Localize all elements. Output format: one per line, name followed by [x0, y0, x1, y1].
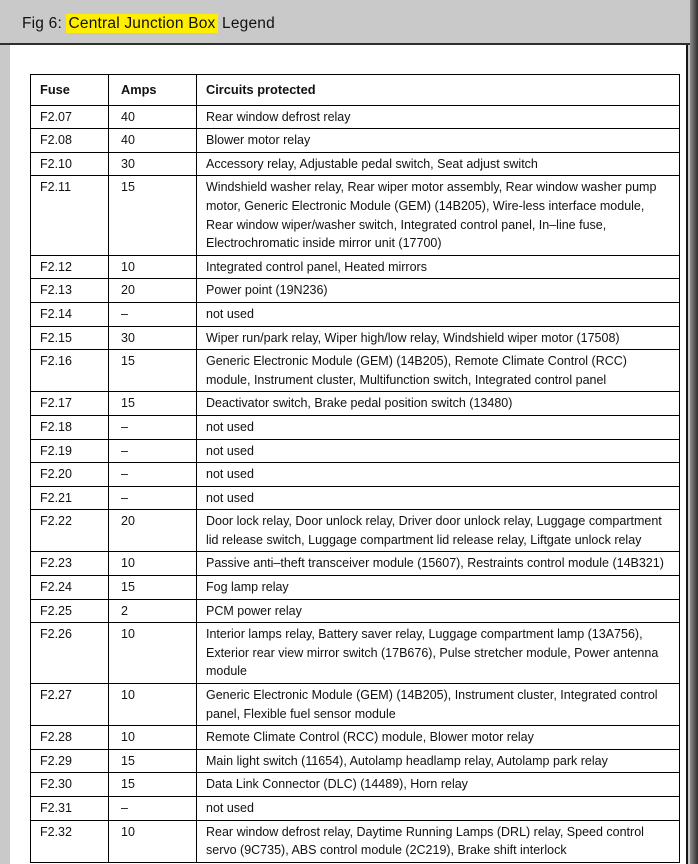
table-row — [31, 129, 680, 153]
fuse-cell: F2.32 — [31, 820, 109, 862]
circuits-cell: Blower motor relay — [197, 129, 680, 153]
circuits-cell: Accessory relay, Adjustable pedal switch, Seat adjust switch — [197, 152, 680, 176]
table-row — [31, 726, 680, 750]
table-row — [31, 415, 680, 439]
table-row — [31, 152, 680, 176]
table-row — [31, 623, 680, 684]
circuits-cell: Rear window defrost relay, Daytime Running Lamps (DRL) relay, Speed control servo (9C735), ABS control module (2C219), Brake shift interlock — [197, 820, 680, 862]
fuse-cell: F2.18 — [31, 415, 109, 439]
fuse-cell: F2.29 — [31, 749, 109, 773]
amps-cell: 10 — [109, 255, 197, 279]
column-header-circuits: Circuits protected — [197, 75, 680, 106]
table-row — [31, 326, 680, 350]
fuse-cell: F2.11 — [31, 176, 109, 255]
fuse-cell: F2.25 — [31, 599, 109, 623]
circuits-cell: Door lock relay, Door unlock relay, Driver door unlock relay, Luggage compartment lid release switch, Luggage compartment lid release relay, Liftgate unlock relay — [197, 510, 680, 552]
circuits-cell: Remote Climate Control (RCC) module, Blower motor relay — [197, 726, 680, 750]
amps-cell: 2 — [109, 599, 197, 623]
amps-cell: 10 — [109, 623, 197, 684]
amps-cell: – — [109, 463, 197, 487]
fuse-cell: F2.13 — [31, 279, 109, 303]
circuits-cell: Generic Electronic Module (GEM) (14B205), Instrument cluster, Integrated control panel, Flexible fuel sensor module — [197, 684, 680, 726]
column-header-amps: Amps — [109, 75, 197, 106]
fuse-cell: F2.16 — [31, 350, 109, 392]
figure-caption — [0, 0, 698, 45]
table-row — [31, 439, 680, 463]
amps-cell: 20 — [109, 510, 197, 552]
amps-cell: 10 — [109, 552, 197, 576]
amps-cell: – — [109, 797, 197, 821]
document-page — [10, 45, 688, 864]
table-row — [31, 486, 680, 510]
table-row — [31, 255, 680, 279]
table-row — [31, 463, 680, 487]
fuse-cell: F2.15 — [31, 326, 109, 350]
amps-cell: 10 — [109, 684, 197, 726]
circuits-cell: not used — [197, 302, 680, 326]
fuse-cell: F2.19 — [31, 439, 109, 463]
circuits-cell: Main light switch (11654), Autolamp headlamp relay, Autolamp park relay — [197, 749, 680, 773]
table-header-row — [31, 75, 680, 106]
column-header-fuse: Fuse — [31, 75, 109, 106]
amps-cell: 40 — [109, 105, 197, 129]
fuse-cell: F2.26 — [31, 623, 109, 684]
fuse-cell: F2.31 — [31, 797, 109, 821]
circuits-cell: PCM power relay — [197, 599, 680, 623]
amps-cell: 30 — [109, 152, 197, 176]
circuits-cell: Power point (19N236) — [197, 279, 680, 303]
circuits-cell: Interior lamps relay, Battery saver relay, Luggage compartment lamp (13A756), Exterior rear view mirror switch (17B676), Pulse stretcher module, Power antenna module — [197, 623, 680, 684]
circuits-cell: Fog lamp relay — [197, 576, 680, 600]
circuits-cell: Rear window defrost relay — [197, 105, 680, 129]
amps-cell: – — [109, 439, 197, 463]
fuse-table-body — [31, 105, 680, 862]
circuits-cell: Generic Electronic Module (GEM) (14B205), Remote Climate Control (RCC) module, Instrument cluster, Multifunction switch, Integrated control panel — [197, 350, 680, 392]
amps-cell: 15 — [109, 176, 197, 255]
amps-cell: 10 — [109, 726, 197, 750]
page-edge-shadow — [690, 0, 698, 864]
fuse-cell: F2.17 — [31, 392, 109, 416]
amps-cell: 15 — [109, 350, 197, 392]
amps-cell: 15 — [109, 576, 197, 600]
fuse-cell: F2.30 — [31, 773, 109, 797]
amps-cell: 15 — [109, 773, 197, 797]
circuits-cell: Data Link Connector (DLC) (14489), Horn relay — [197, 773, 680, 797]
table-row — [31, 552, 680, 576]
fuse-cell: F2.10 — [31, 152, 109, 176]
caption-prefix: Fig 6: — [22, 15, 67, 32]
amps-cell: – — [109, 302, 197, 326]
table-row — [31, 599, 680, 623]
fuse-cell: F2.12 — [31, 255, 109, 279]
fuse-cell: F2.28 — [31, 726, 109, 750]
amps-cell: – — [109, 415, 197, 439]
amps-cell: 10 — [109, 820, 197, 862]
circuits-cell: not used — [197, 486, 680, 510]
table-row — [31, 820, 680, 862]
table-row — [31, 392, 680, 416]
amps-cell: 15 — [109, 392, 197, 416]
caption-suffix: Legend — [217, 15, 275, 32]
circuits-cell: Passive anti–theft transceiver module (15607), Restraints control module (14B321) — [197, 552, 680, 576]
circuits-cell: not used — [197, 439, 680, 463]
circuits-cell: Integrated control panel, Heated mirrors — [197, 255, 680, 279]
table-row — [31, 302, 680, 326]
table-row — [31, 279, 680, 303]
circuits-cell: Deactivator switch, Brake pedal position switch (13480) — [197, 392, 680, 416]
fuse-cell: F2.07 — [31, 105, 109, 129]
circuits-cell: not used — [197, 463, 680, 487]
fuse-cell: F2.24 — [31, 576, 109, 600]
amps-cell: 20 — [109, 279, 197, 303]
fuse-cell: F2.27 — [31, 684, 109, 726]
table-row — [31, 510, 680, 552]
table-row — [31, 684, 680, 726]
amps-cell: – — [109, 486, 197, 510]
circuits-cell: Windshield washer relay, Rear wiper motor assembly, Rear window washer pump motor, Generic Electronic Module (GEM) (14B205), Wire-less interface module, Rear window wiper/washer switch, Integrated control panel, In–line fuse, Electrochromatic inside mirror unit (17700) — [197, 176, 680, 255]
amps-cell: 30 — [109, 326, 197, 350]
caption-highlight: Central Junction Box — [68, 15, 216, 32]
circuits-cell: not used — [197, 415, 680, 439]
table-row — [31, 176, 680, 255]
fuse-cell: F2.14 — [31, 302, 109, 326]
amps-cell: 15 — [109, 749, 197, 773]
fuse-cell: F2.22 — [31, 510, 109, 552]
fuse-cell: F2.21 — [31, 486, 109, 510]
fuse-cell: F2.20 — [31, 463, 109, 487]
table-row — [31, 105, 680, 129]
circuits-cell: Wiper run/park relay, Wiper high/low relay, Windshield wiper motor (17508) — [197, 326, 680, 350]
table-row — [31, 749, 680, 773]
table-row — [31, 773, 680, 797]
fuse-table — [30, 74, 680, 863]
table-row — [31, 350, 680, 392]
amps-cell: 40 — [109, 129, 197, 153]
fuse-cell: F2.23 — [31, 552, 109, 576]
table-row — [31, 797, 680, 821]
circuits-cell: not used — [197, 797, 680, 821]
fuse-cell: F2.08 — [31, 129, 109, 153]
table-row — [31, 576, 680, 600]
